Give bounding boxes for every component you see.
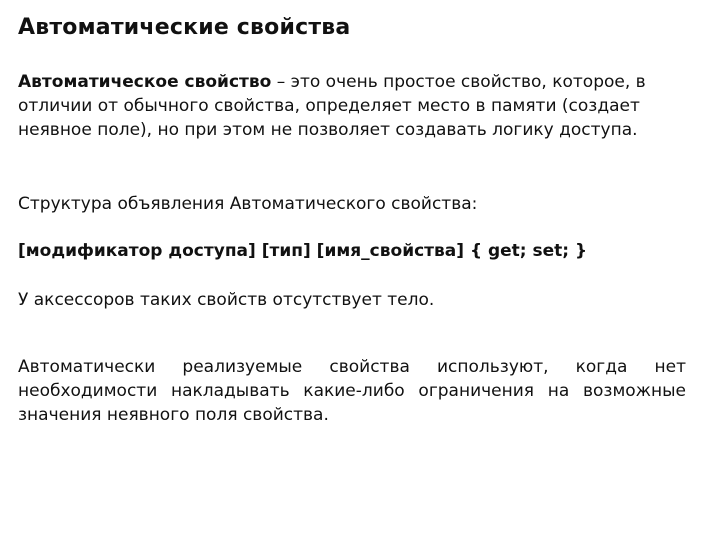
accessors-note: У аксессоров таких свойств отсутствует тело. — [18, 290, 435, 310]
definition-text: – это очень простое свойство, которое, в отличии от обычного свойства, определяет место в памяти (создает неявное поле), но при этом не позволяет создавать логику доступа. — [18, 72, 646, 140]
definition-term: Автоматическое свойство — [18, 72, 272, 92]
usage-note: Автоматически реализуемые свойства используют, когда нет необходимости накладывать какие-либо ограничения на возможные значения неявного поля свойства. — [18, 357, 686, 425]
slide-title: Автоматические свойства — [18, 15, 351, 40]
definition-paragraph — [18, 70, 698, 142]
structure-heading: Структура объявления Автоматического свойства: — [18, 194, 478, 214]
syntax-line: [модификатор доступа] [тип] [имя_свойства] { get; set; } — [18, 241, 588, 261]
